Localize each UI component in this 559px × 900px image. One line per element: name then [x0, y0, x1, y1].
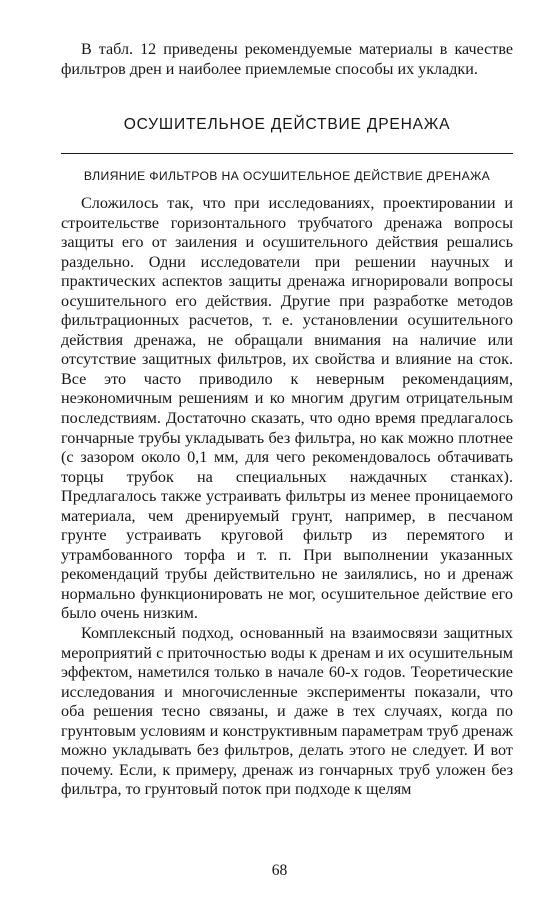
body-text — [61, 194, 513, 800]
subsection-title: ВЛИЯНИЕ ФИЛЬТРОВ НА ОСУШИТЕЛЬНОЕ ДЕЙСТВИЕ ДРЕНАЖА — [83, 169, 491, 183]
page-number: 68 — [271, 862, 288, 879]
body-paragraph-1: Сложилось так, что при исследованиях, проектировании и строительстве горизонтального трубчатого дренажа вопросы защиты его от заиления и осушительного действия решались раздельно. Одни исследователи при решении научных и практических аспектов защиты дренажа игнорировали вопросы осушительного его действия. Другие при разработке методов фильтрационных расчетов, т. е. установлении осушительного действия дренажа, не обращали внимания на наличие или отсутствие защитных фильтров, их свойства и влияние на сток. Все это часто приводило к неверным рекомендациям, неэкономичным решениям и ко многим другим отрицательным последствиям. Достаточно сказать, что одно время предлагалось гончарные трубы укладывать без фильтра, но как можно плотнее (с зазором около 0,1 мм, для чего рекомендовалось обтачивать торцы трубок на специальных наждачных станках). Предлагалось также устраивать фильтры из менее проницаемого материала, чем дренируемый грунт, например, в песчаном грунте устраивать круговой фильтр из перемятого и утрамбованного торфа и т. п. При выполнении указанных рекомендаций трубы действительно не заилялись, но и дренаж нормально функционировать не мог, осушительное действие его было очень низким. — [61, 194, 513, 623]
intro-paragraph: В табл. 12 приведены рекомендуемые материалы в качестве фильтров дрен и наиболее приемлемые способы их укладки. — [61, 41, 513, 78]
section-title: ОСУШИТЕЛЬНОЕ ДЕЙСТВИЕ ДРЕНАЖА — [123, 116, 451, 133]
page-content — [61, 40, 513, 800]
section-divider — [61, 153, 513, 154]
body-paragraph-2: Комплексный подход, основанный на взаимосвязи защитных мероприятий с приточностью воды к дренам и их осушительным эффектом, наметился только в начале 60-х годов. Теоретические исследования и многочисленные эксперименты показали, что оба решения тесно связаны, и даже в тех случаях, когда по грунтовым условиям и конструктивным параметрам труб дренаж можно укладывать без фильтров, делать этого не следует. И вот почему. Если, к примеру, дренаж из гончарных труб уложен без фильтра, то грунтовый поток при подходе к щелям — [61, 624, 513, 799]
